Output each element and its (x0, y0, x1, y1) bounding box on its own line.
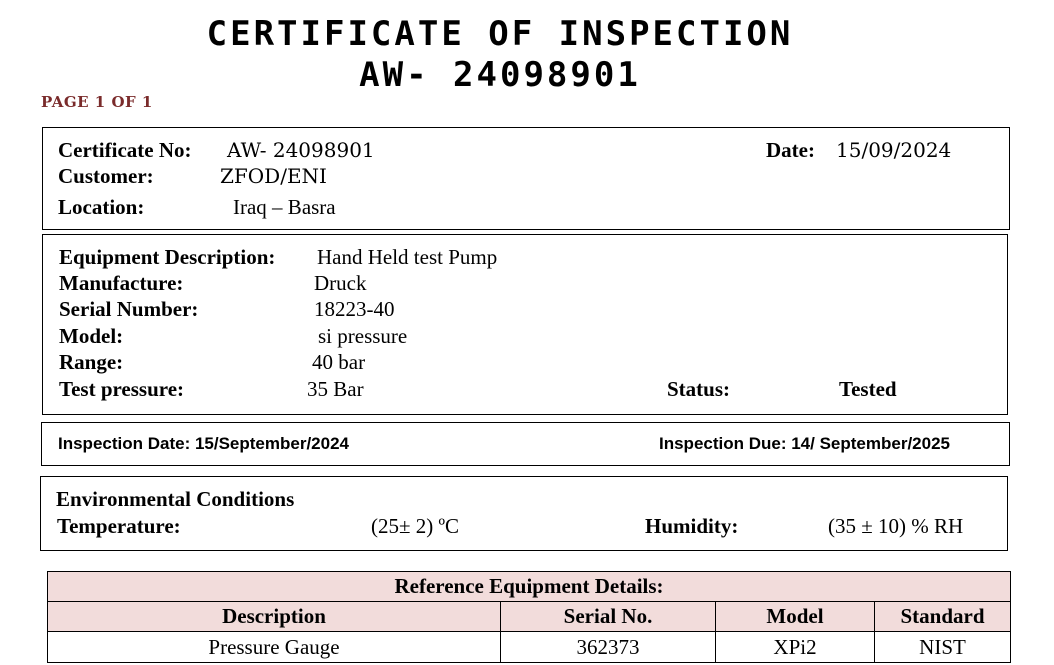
date-value: 15/09/2024 (836, 138, 952, 162)
reference-heading: Reference Equipment Details: (48, 572, 1011, 602)
environment-box (40, 476, 1008, 551)
serial-number-value: 18223-40 (314, 297, 395, 321)
inspection-due-date: Inspection Due: 14/ September/2025 (659, 434, 950, 453)
temperature-label: Temperature: (57, 514, 181, 538)
cell-model: XPi2 (716, 632, 875, 663)
equipment-description-label: Equipment Description: (59, 245, 276, 269)
cell-description: Pressure Gauge (48, 632, 501, 663)
model-label: Model: (59, 324, 124, 348)
cell-standard: NIST (875, 632, 1011, 663)
model-value: si pressure (318, 324, 408, 348)
table-row (48, 632, 1011, 663)
cert-no-value: AW- 24098901 (227, 138, 375, 162)
location-label: Location: (58, 195, 145, 219)
reference-equipment-table (47, 571, 1011, 663)
test-pressure-label: Test pressure: (59, 377, 185, 401)
equipment-box (42, 234, 1008, 415)
humidity-label: Humidity: (645, 514, 739, 538)
range-value: 40 bar (312, 350, 366, 374)
test-pressure-value: 35 Bar (307, 377, 364, 401)
location-value: Iraq – Basra (233, 195, 336, 219)
range-label: Range: (59, 350, 124, 374)
page-indicator: PAGE 1 OF 1 (41, 93, 153, 111)
certificate-title: CERTIFICATE OF INSPECTION (206, 14, 794, 54)
column-header-serial: Serial No. (501, 602, 716, 632)
certificate-info-box (42, 127, 1010, 230)
status-value: Tested (839, 377, 897, 401)
manufacture-label: Manufacture: (59, 271, 184, 295)
equipment-description-value: Hand Held test Pump (317, 245, 498, 269)
date-label: Date: (766, 138, 815, 162)
column-header-standard: Standard (875, 602, 1011, 632)
inspection-dates-box (41, 422, 1010, 466)
customer-label: Customer: (58, 164, 154, 188)
status-label: Status: (667, 377, 731, 401)
column-header-description: Description (48, 602, 501, 632)
serial-number-label: Serial Number: (59, 297, 199, 321)
humidity-value: (35 ± 10) % RH (828, 514, 964, 538)
inspection-date: Inspection Date: 15/September/2024 (58, 434, 350, 453)
certificate-number-title: AW- 24098901 (359, 55, 641, 95)
manufacture-value: Druck (314, 271, 367, 295)
environment-heading: Environmental Conditions (56, 487, 295, 511)
column-header-model: Model (716, 602, 875, 632)
customer-value: ZFOD/ENI (220, 164, 327, 188)
cert-no-label: Certificate No: (58, 138, 192, 162)
temperature-value: (25± 2) ºC (371, 514, 460, 538)
cell-serial: 362373 (501, 632, 716, 663)
